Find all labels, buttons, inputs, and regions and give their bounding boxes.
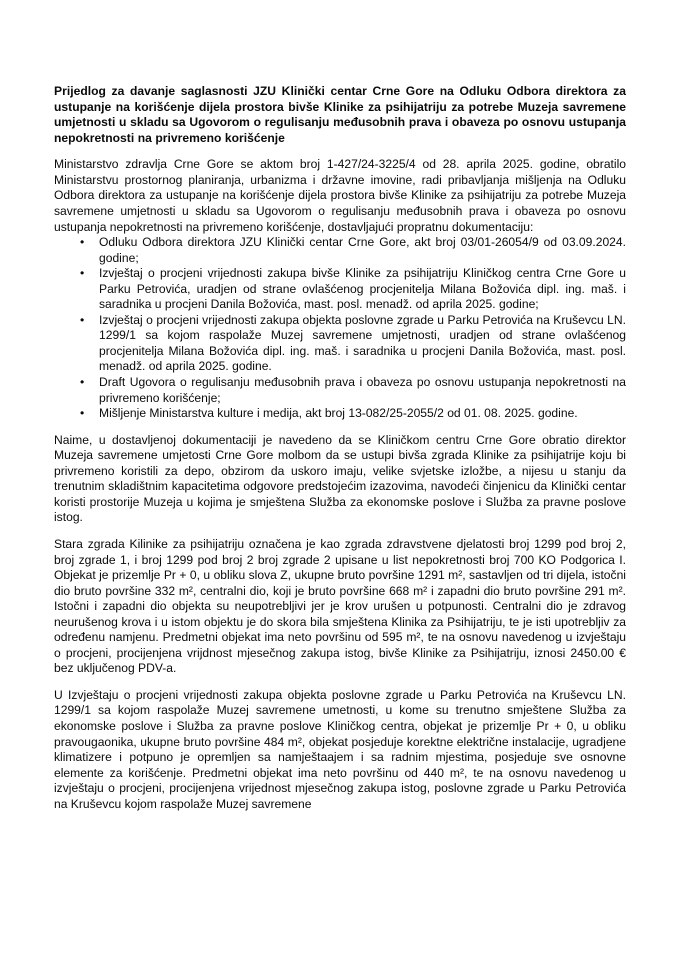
paragraph-naime: Naime, u dostavljenoj dokumentaciji je navedeno da se Kliničkom centru Crne Gore obratio direktor Muzeja savremene umjetosti Crne Gore molbom da se ustupi bivša zgrada Klinike za psihijatrije koju bi privremeno koristili za depo, obzirom da uskoro imaju, velike svjetske izložbe, a nijesu u stanju da trenutnim skladištnim kapacitetima odgovore predstojećim izazovima, navodeći činjenicu da Klinički centar koristi prostorije Muzeja u kojima je smještena Služba za ekonomske poslove i Služba za pravne poslove istog. [54,432,626,525]
paragraph-stara-zgrada: Stara zgrada Kilinike za psihijatriju označena je kao zgrada zdravstvene djelatosti broj 1299 pod broj 2, broj zgrade 1, i broj 1299 pod broj 2 broj zgrade 2 upisane u list nepokretnosti broj 700 KO Podgorica I. Objekat je prizemlje Pr + 0, u obliku slova Z, ukupne bruto površine 1291 m², sastavljen od tri dijela, istočni dio bruto površine 332 m², centralni dio, koji je bruto površine 668 m² i zapadni dio bruto površine 291 m². Istočni i zapadni dio objekta su neupotrebljivi jer je krov urušen u potpunosti. Centralni dio je zdravog neurušenog krova i u istom objektu je do skora bila smještena Klinika za Psihijatriju, te je isti upotrebljiv za određenu namjenu. Predmetni objekat ima neto površinu od 595 m², te na osnovu navedenog u izvještaju o procjeni, procijenjena vrijdnost mjesečnog zakupa istog, bivše Klinike za Psihijatriju, iznosi 2450.00 € bez uključenog PDV-a. [54,536,626,676]
paragraph-izvjestaj-poslovna-zgrada: U Izvještaju o procjeni vrijednosti zakupa objekta poslovne zgrade u Parku Petrovića na Kruševcu LN. 1299/1 sa kojom raspolaže Muzej savremene umetnosti, u kome su trenutno smještene Služba za ekonomske poslove i Služba za pravne poslove Kliničkog centra, objekat je prizemlje Pr + 0, u obliku pravougaonika, ukupne bruto površine 484 m², objekat posjeduje korektne električne instalacije, ugradjene klimatizere i potpuno je opremljen sa namještaajem i sa radnim mjestima, posjeduje sve osnovne elemente za korišćenje. Predmetni objekat ima neto površinu od 440 m², te na osnovu navedenog u izvještaju o procjeni, procijenjena vrijednost mjesečnog zakupa istog, poslovne zgrade u Parku Petrovića na Kruševcu kojom raspolaže Muzej savremene [54,687,626,811]
list-item: • Draft Ugovora o regulisanju međusobnih prava i obaveza po osnovu ustupanja nepokretnosti na privremeno korišćenje; [54,375,626,406]
list-item: • Izvještaj o procjeni vrijednosti zakupa objekta poslovne zgrade u Parku Petrovića na Kruševcu LN. 1299/1 sa kojom raspolaže Muzej savremene umjetnosti, uradjen od strane ovlašćenog procjenitelja Milana Božovića dipl. ing. maš. i saradnika u procjeni Danila Božovića, mast. posl. menadž. od aprila 2025. godine. [54,313,626,375]
list-item: • Mišljenje Ministarstva kulture i medija, akt broj 13-082/25-2055/2 od 01. 08. 2025. godine. [54,406,626,422]
page-title: Prijedlog za davanje saglasnosti JZU Klinički centar Crne Gore na Odluku Odbora direktora za ustupanje na korišćenje dijela prostora bivše Klinike za psihijatriju za potrebe Muzeja savremene umjetnosti u skladu sa Ugovorom o regulisanju međusobnih prava i obaveza po osnovu ustupanja nepokretnosti na privremeno korišćenje [54,84,626,145]
list-item: • Odluku Odbora direktora JZU Klinički centar Crne Gore, akt broj 03/01-26054/9 od 03.09.2024. godine; [54,235,626,266]
list-item: • Izvještaj o procjeni vrijednosti zakupa bivše Klinike za psihijatriju Kliničkog centra Crne Gore u Parku Petrovića, uradjen od strane ovlašćenog procjenitelja Milana Božovića dipl. ing. maš. i saradnika u procjeni Danila Božovića, mast. posl. menadž. od aprila 2025. godine; [54,266,626,313]
attachments-list [54,235,626,422]
paragraph-intro: Ministarstvo zdravlja Crne Gore se aktom broj 1-427/24-3225/4 od 28. aprila 2025. godine, obratilo Ministarstvu prostornog planiranja, urbanizma i državne imovine, radi pribavljanja mišljenja na Odluku Odbora direktora za ustupanje na korišćenje dijela prostora bivše Klinike za psihijatriju za potrebe Muzeja savremene umjetnosti u skladu sa Ugovorom o regulisanju međusobnih prava i obaveza po osnovu ustupanja nepokretnosti na privremeno korišćenje, dostavljajući propratnu dokumentaciju: [54,157,626,234]
